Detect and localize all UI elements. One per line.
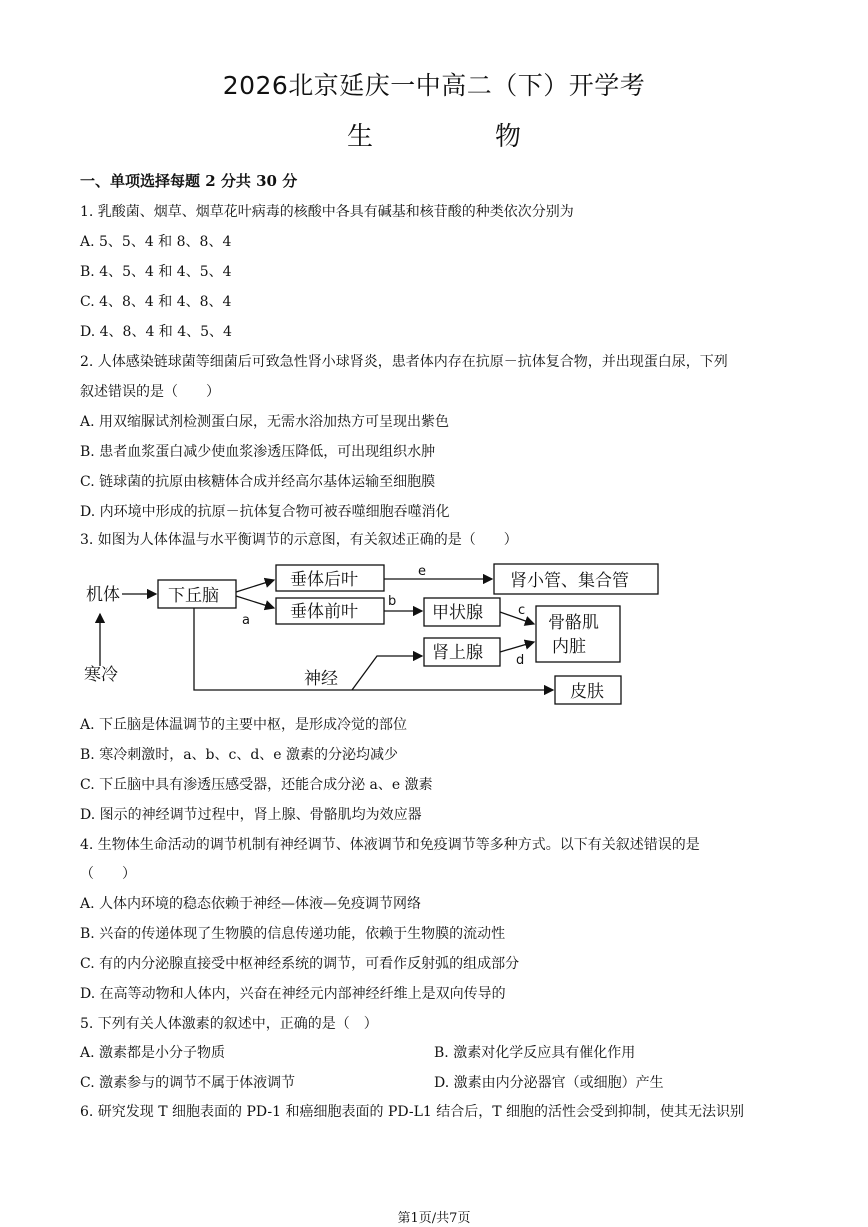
page-footer: 第1页/共7页 [397, 1211, 471, 1226]
cold-label: 寒冷 [84, 665, 118, 685]
viscera-label: 内脏 [552, 637, 586, 657]
section-heading: 一、单项选择每题 2 分共 30 分 [80, 172, 298, 190]
q4-stem-line2: （ ） [80, 866, 136, 882]
q1-option-d: D. 4、8、4 和 4、5、4 [80, 324, 232, 340]
label-a: a [242, 613, 250, 628]
q2-option-d: D. 内环境中形成的抗原－抗体复合物可被吞噬细胞吞噬消化 [80, 504, 450, 520]
q4-option-a: A. 人体内环境的稳态依赖于神经—体液—免疫调节网络 [80, 896, 422, 912]
q3-option-b: B. 寒冷刺激时，a、b、c、d、e 激素的分泌均减少 [80, 747, 399, 763]
q5-option-b: B. 激素对化学反应具有催化作用 [434, 1045, 636, 1061]
adrenal-label: 肾上腺 [432, 643, 483, 663]
kidney-tubules-label: 肾小管、集合管 [510, 571, 629, 591]
q5-option-a: A. 激素都是小分子物质 [80, 1045, 226, 1061]
q4-option-c: C. 有的内分泌腺直接受中枢神经系统的调节，可看作反射弧的组成部分 [80, 956, 520, 972]
q6-stem: 6. 研究发现 T 细胞表面的 PD-1 和癌细胞表面的 PD-L1 结合后，T 细胞的活性会受到抑制，使其无法识别 [80, 1104, 745, 1120]
q2-stem-line2: 叙述错误的是（ ） [80, 384, 220, 400]
q5-option-c: C. 激素参与的调节不属于体液调节 [80, 1075, 296, 1091]
q1-option-c: C. 4、8、4 和 4、8、4 [80, 294, 232, 310]
q3-option-c: C. 下丘脑中具有渗透压感受器，还能合成分泌 a、e 激素 [80, 777, 433, 793]
q3-stem: 3. 如图为人体体温与水平衡调节的示意图，有关叙述正确的是（ ） [80, 532, 518, 548]
label-b: b [388, 594, 397, 609]
q4-option-d: D. 在高等动物和人体内，兴奋在神经元内部神经纤维上是双向传导的 [80, 986, 506, 1002]
label-c: c [518, 603, 526, 618]
exam-title: 2026北京延庆一中高二（下）开学考 [222, 71, 646, 100]
posterior-pituitary-label: 垂体后叶 [290, 570, 358, 590]
q2-stem-line1: 2. 人体感染链球菌等细菌后可致急性肾小球肾炎，患者体内存在抗原－抗体复合物，并出现蛋白尿，下列 [80, 354, 728, 370]
q1-option-b: B. 4、5、4 和 4、5、4 [80, 264, 232, 280]
label-d: d [516, 653, 525, 668]
anterior-pituitary-label: 垂体前叶 [290, 602, 358, 622]
q1-stem: 1. 乳酸菌、烟草、烟草花叶病毒的核酸中各具有碱基和核苷酸的种类依次分别为 [80, 204, 574, 220]
q2-option-c: C. 链球菌的抗原由核糖体合成并经高尔基体运输至细胞膜 [80, 474, 436, 490]
q4-option-b: B. 兴奋的传递体现了生物膜的信息传递功能，依赖于生物膜的流动性 [80, 926, 506, 942]
q2-option-b: B. 患者血浆蛋白减少使血浆渗透压降低，可出现组织水肿 [80, 444, 436, 460]
q1-option-a: A. 5、5、4 和 8、8、4 [80, 234, 232, 250]
skin-label: 皮肤 [570, 682, 604, 702]
q3-option-d: D. 图示的神经调节过程中，肾上腺、骨骼肌均为效应器 [80, 807, 422, 823]
q5-option-d: D. 激素由内分泌器官（或细胞）产生 [434, 1075, 664, 1091]
regulation-diagram [82, 560, 662, 710]
subject-title: 生 物 [346, 122, 569, 152]
muscle-label: 骨骼肌 [548, 613, 599, 633]
q4-stem-line1: 4. 生物体生命活动的调节机制有神经调节、体液调节和免疫调节等多种方式。以下有关叙述错误的是 [80, 837, 700, 853]
nerve-label: 神经 [304, 669, 338, 689]
thyroid-label: 甲状腺 [432, 603, 483, 623]
hypothalamus-label: 下丘脑 [168, 586, 219, 606]
label-e: e [418, 564, 426, 579]
q5-stem: 5. 下列有关人体激素的叙述中，正确的是（ ） [80, 1016, 378, 1032]
body-label: 机体 [86, 585, 120, 605]
q3-option-a: A. 下丘脑是体温调节的主要中枢，是形成冷觉的部位 [80, 717, 408, 733]
q2-option-a: A. 用双缩脲试剂检测蛋白尿，无需水浴加热方可呈现出紫色 [80, 414, 450, 430]
